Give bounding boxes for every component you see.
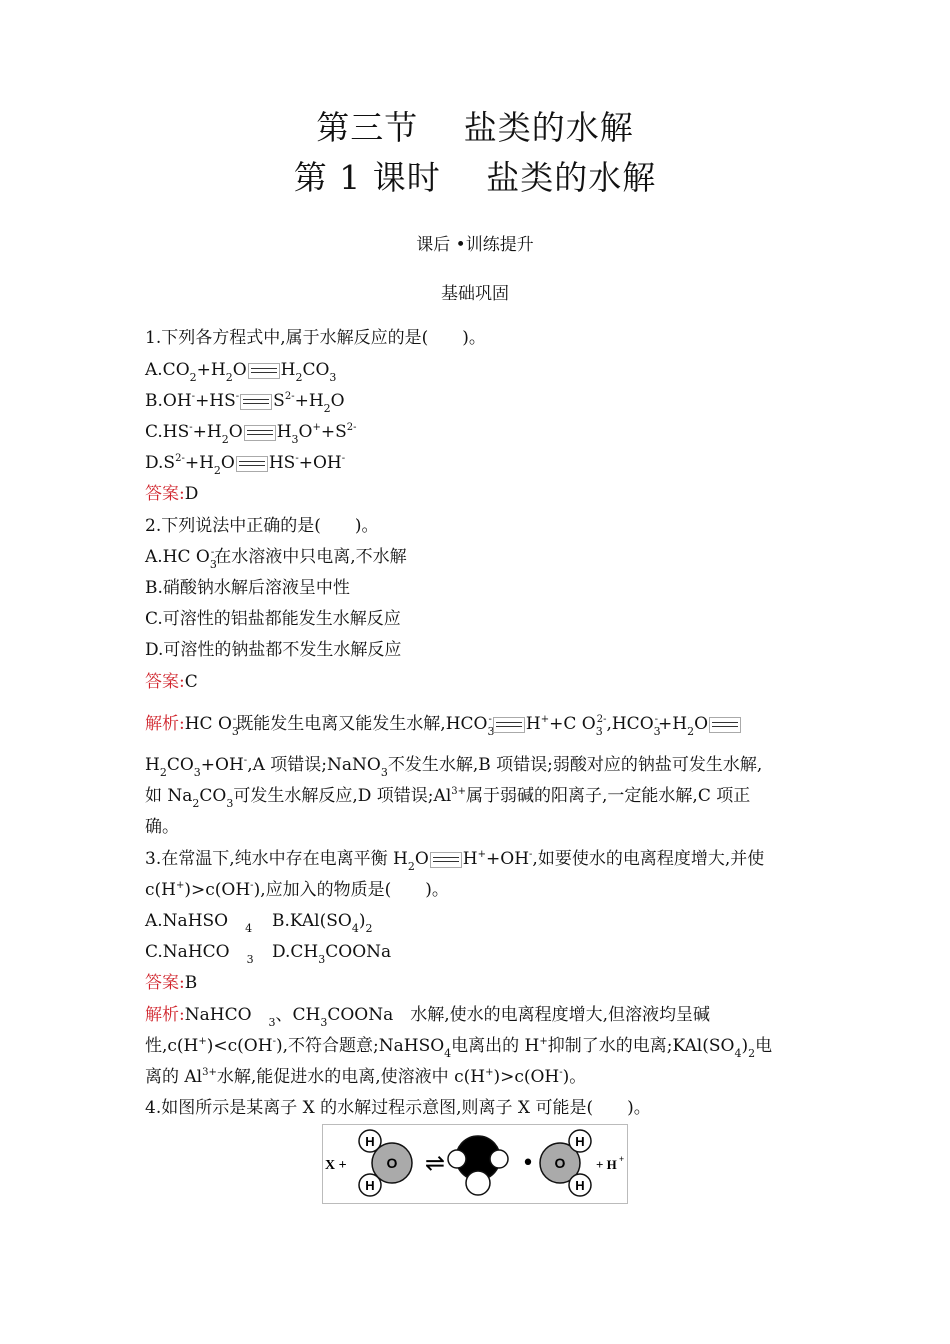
q3-stem-line2: c(H+)>c(OH-),应加入的物质是( )。 [145,880,449,900]
h-label: H [365,1178,375,1193]
q2-option-c: C.可溶性的铝盐都能发生水解反应 [145,609,401,629]
hydrolysis-diagram [322,1124,628,1204]
o-label: O [386,1155,398,1171]
q1-option-a: $A.CO_2+H_2O$ $H_2CO_3$ [145,360,337,384]
q2-stem: 2.下列说法中正确的是( )。 [145,516,379,536]
q2-option-b: B.硝酸钠水解后溶液呈中性 [145,578,350,598]
x-plus-label: X + [325,1158,347,1173]
q3-option-b: $B.KAl(SO_4)_2$ [272,911,373,935]
o-label: O [554,1155,566,1171]
equilibrium-arrow-icon [709,717,741,733]
q3-explain-line3: 离的 $Al^{3+}$水解,能促进水的电离,使溶液中 c(H+)>c(OH-)。 [145,1067,587,1087]
h-label: H [575,1134,585,1149]
q2-explain-line4: 确。 [145,817,179,837]
q3-option-d: $D.CH_3COONa$ [272,942,392,966]
q4-stem: 4.如图所示是某离子 X 的水解过程示意图,则离子 X 可能是( )。 [145,1098,651,1118]
subsection-heading: 基础巩固 [441,284,509,304]
plus-h-label: + H [596,1157,617,1172]
section-heading: 课后 •训练提升 [416,235,534,255]
title-line2: 第 1 课时 盐类的水解 [293,158,657,197]
q3-answer: 答案:B [145,973,198,993]
q3-explain-line2: 性,c(H+)<c(OH-),不符合题意;NaHSO$_4$电离出的 H+抑制了水的电离$;KAl(SO_4)_2$电 [145,1036,773,1060]
equilibrium-arrow-icon [248,363,280,379]
equilibrium-arrow-icon [240,394,272,410]
q3-explain-line1: 解析:NaHCO $_3$、$CH_3COONa$ 水解,使水的电离程度增大,但溶液均呈碱 [145,1005,711,1029]
equilibrium-arrow-icon [236,456,268,472]
hydrolysis-diagram-svg [323,1125,627,1203]
x-ion-lobe-icon [490,1150,508,1168]
equilibrium-arrow-icon [430,852,462,868]
q2-explain-line3: 如 $Na_2CO_3$可发生水解反应,D 项错误$;Al^{3+}$属于弱碱的阳离子,一定能水解,C 项正 [145,786,751,810]
h-label: H [365,1134,375,1149]
plus-h-sup: + [619,1154,625,1164]
q1-stem: 1.下列各方程式中,属于水解反应的是( )。 [145,328,486,348]
equilibrium-arrow-icon [493,717,525,733]
q3-option-a: A.NaHSO $_4$ [145,911,253,935]
h-label: H [575,1178,585,1193]
x-ion-lobe-icon [448,1150,466,1168]
q1-option-b: B.OH-+HS- $S^{2-}+H_2O$ [145,391,345,415]
q2-option-a: A.HC $O_3^-$在水溶液中只电离,不水解 [145,547,407,571]
equilibrium-arrow-icon [244,425,276,441]
q3-stem-line1: 3.在常温下,纯水中存在电离平衡 $H_2O$ H++OH-,如要使水的电离程度增大,并使 [145,849,765,873]
dot-icon: • [521,1151,535,1176]
q1-option-d: $D.S^{2-}+H_2O$ HS-+OH- [145,453,346,477]
q1-option-c: $C.HS^-+H_2O$ $H_3O^++S^{2-}$ [145,422,357,446]
q2-explain-line1: 解析:HC $O_3^-$既能发生电离又能发生水解$,HCO_3^-$ H++C $O_3^{2-},HCO_3^-+H_2O$ [145,713,742,738]
q1-answer: 答案:D [145,484,199,504]
equilibrium-arrow-icon: ⇌ [424,1149,446,1177]
q2-explain-line2: $H_2CO_3+OH^-,A$ 项错误;NaNO$_3$不发生水解,B 项错误;弱酸对应的钠盐可发生水解, [145,755,763,779]
title-line1: 第三节 盐类的水解 [316,108,634,147]
q2-answer: 答案:C [145,672,198,692]
q2-option-d: D.可溶性的钠盐都不发生水解反应 [145,640,402,660]
hydrogen-atom-icon [466,1171,490,1195]
q3-option-c: C.NaHCO $_3$ [145,942,254,966]
